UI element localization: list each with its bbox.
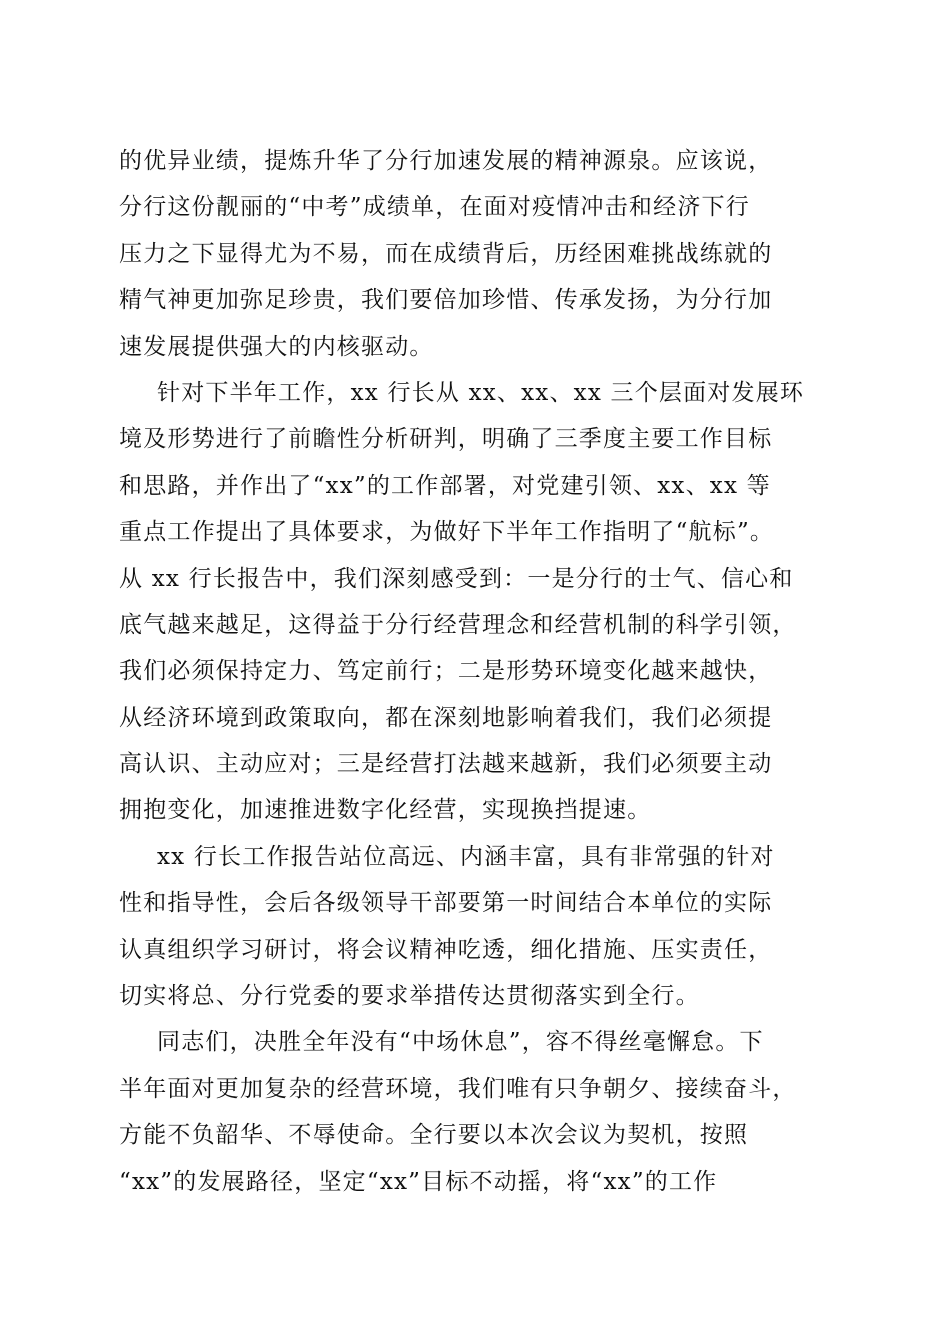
text-line: 高认识、主动应对；三是经营打法越来越新，我们必须要主动: [119, 751, 773, 778]
paragraph-2: [119, 370, 831, 834]
text-line: 和思路，并作出了“xx”的工作部署，对党建引领、xx、xx 等: [119, 472, 771, 499]
text-line: 速发展提供强大的内核驱动。: [119, 333, 434, 360]
text-line: 半年面对更加复杂的经营环境，我们唯有只争朝夕、接续奋斗，: [119, 1075, 797, 1102]
text-line: 境及形势进行了前瞻性分析研判，明确了三季度主要工作目标: [119, 426, 773, 453]
text-line: 精气神更加弥足珍贵，我们要倍加珍惜、传承发扬，为分行加: [119, 287, 773, 314]
paragraph-3: [119, 834, 831, 1020]
text-line: 分行这份靓丽的“中考”成绩单，在面对疫情冲击和经济下行: [119, 194, 750, 221]
text-line: 同志们，决胜全年没有“中场休息”，容不得丝毫懈怠。下: [157, 1029, 764, 1056]
text-line: 针对下半年工作，xx 行长从 xx、xx、xx 三个层面对发展环: [157, 379, 805, 406]
text-line: 从 xx 行长报告中，我们深刻感受到：一是分行的士气、信心和: [119, 565, 794, 592]
text-line: 压力之下显得尤为不易，而在成绩背后，历经困难挑战练就的: [119, 240, 773, 267]
document-page: [119, 138, 831, 1205]
text-line: 切实将总、分行党委的要求举措传达贯彻落实到全行。: [119, 983, 700, 1010]
text-line: 拥抱变化，加速推进数字化经营，实现换挡提速。: [119, 797, 652, 824]
text-line: 认真组织学习研讨，将会议精神吃透，细化措施、压实责任，: [119, 936, 773, 963]
text-line: 重点工作提出了具体要求，为做好下半年工作指明了“航标”。: [119, 519, 775, 546]
text-line: 从经济环境到政策取向，都在深刻地影响着我们，我们必须提: [119, 704, 773, 731]
text-line: 方能不负韶华、不辱使命。全行要以本次会议为契机，按照: [119, 1122, 749, 1149]
text-line: 的优异业绩，提炼升华了分行加速发展的精神源泉。应该说，: [119, 148, 773, 174]
text-line: 性和指导性，会后各级领导干部要第一时间结合本单位的实际: [119, 890, 773, 917]
text-line: 我们必须保持定力、笃定前行；二是形势环境变化越来越快，: [119, 658, 773, 685]
text-line: 底气越来越足，这得益于分行经营理念和经营机制的科学引领，: [119, 611, 797, 638]
paragraph-1: [119, 138, 831, 370]
text-line: xx 行长工作报告站位高远、内涵丰富，具有非常强的针对: [157, 843, 775, 870]
paragraph-4: [119, 1019, 831, 1205]
text-line: “xx”的发展路径，坚定“xx”目标不动摇，将“xx”的工作: [119, 1168, 718, 1195]
